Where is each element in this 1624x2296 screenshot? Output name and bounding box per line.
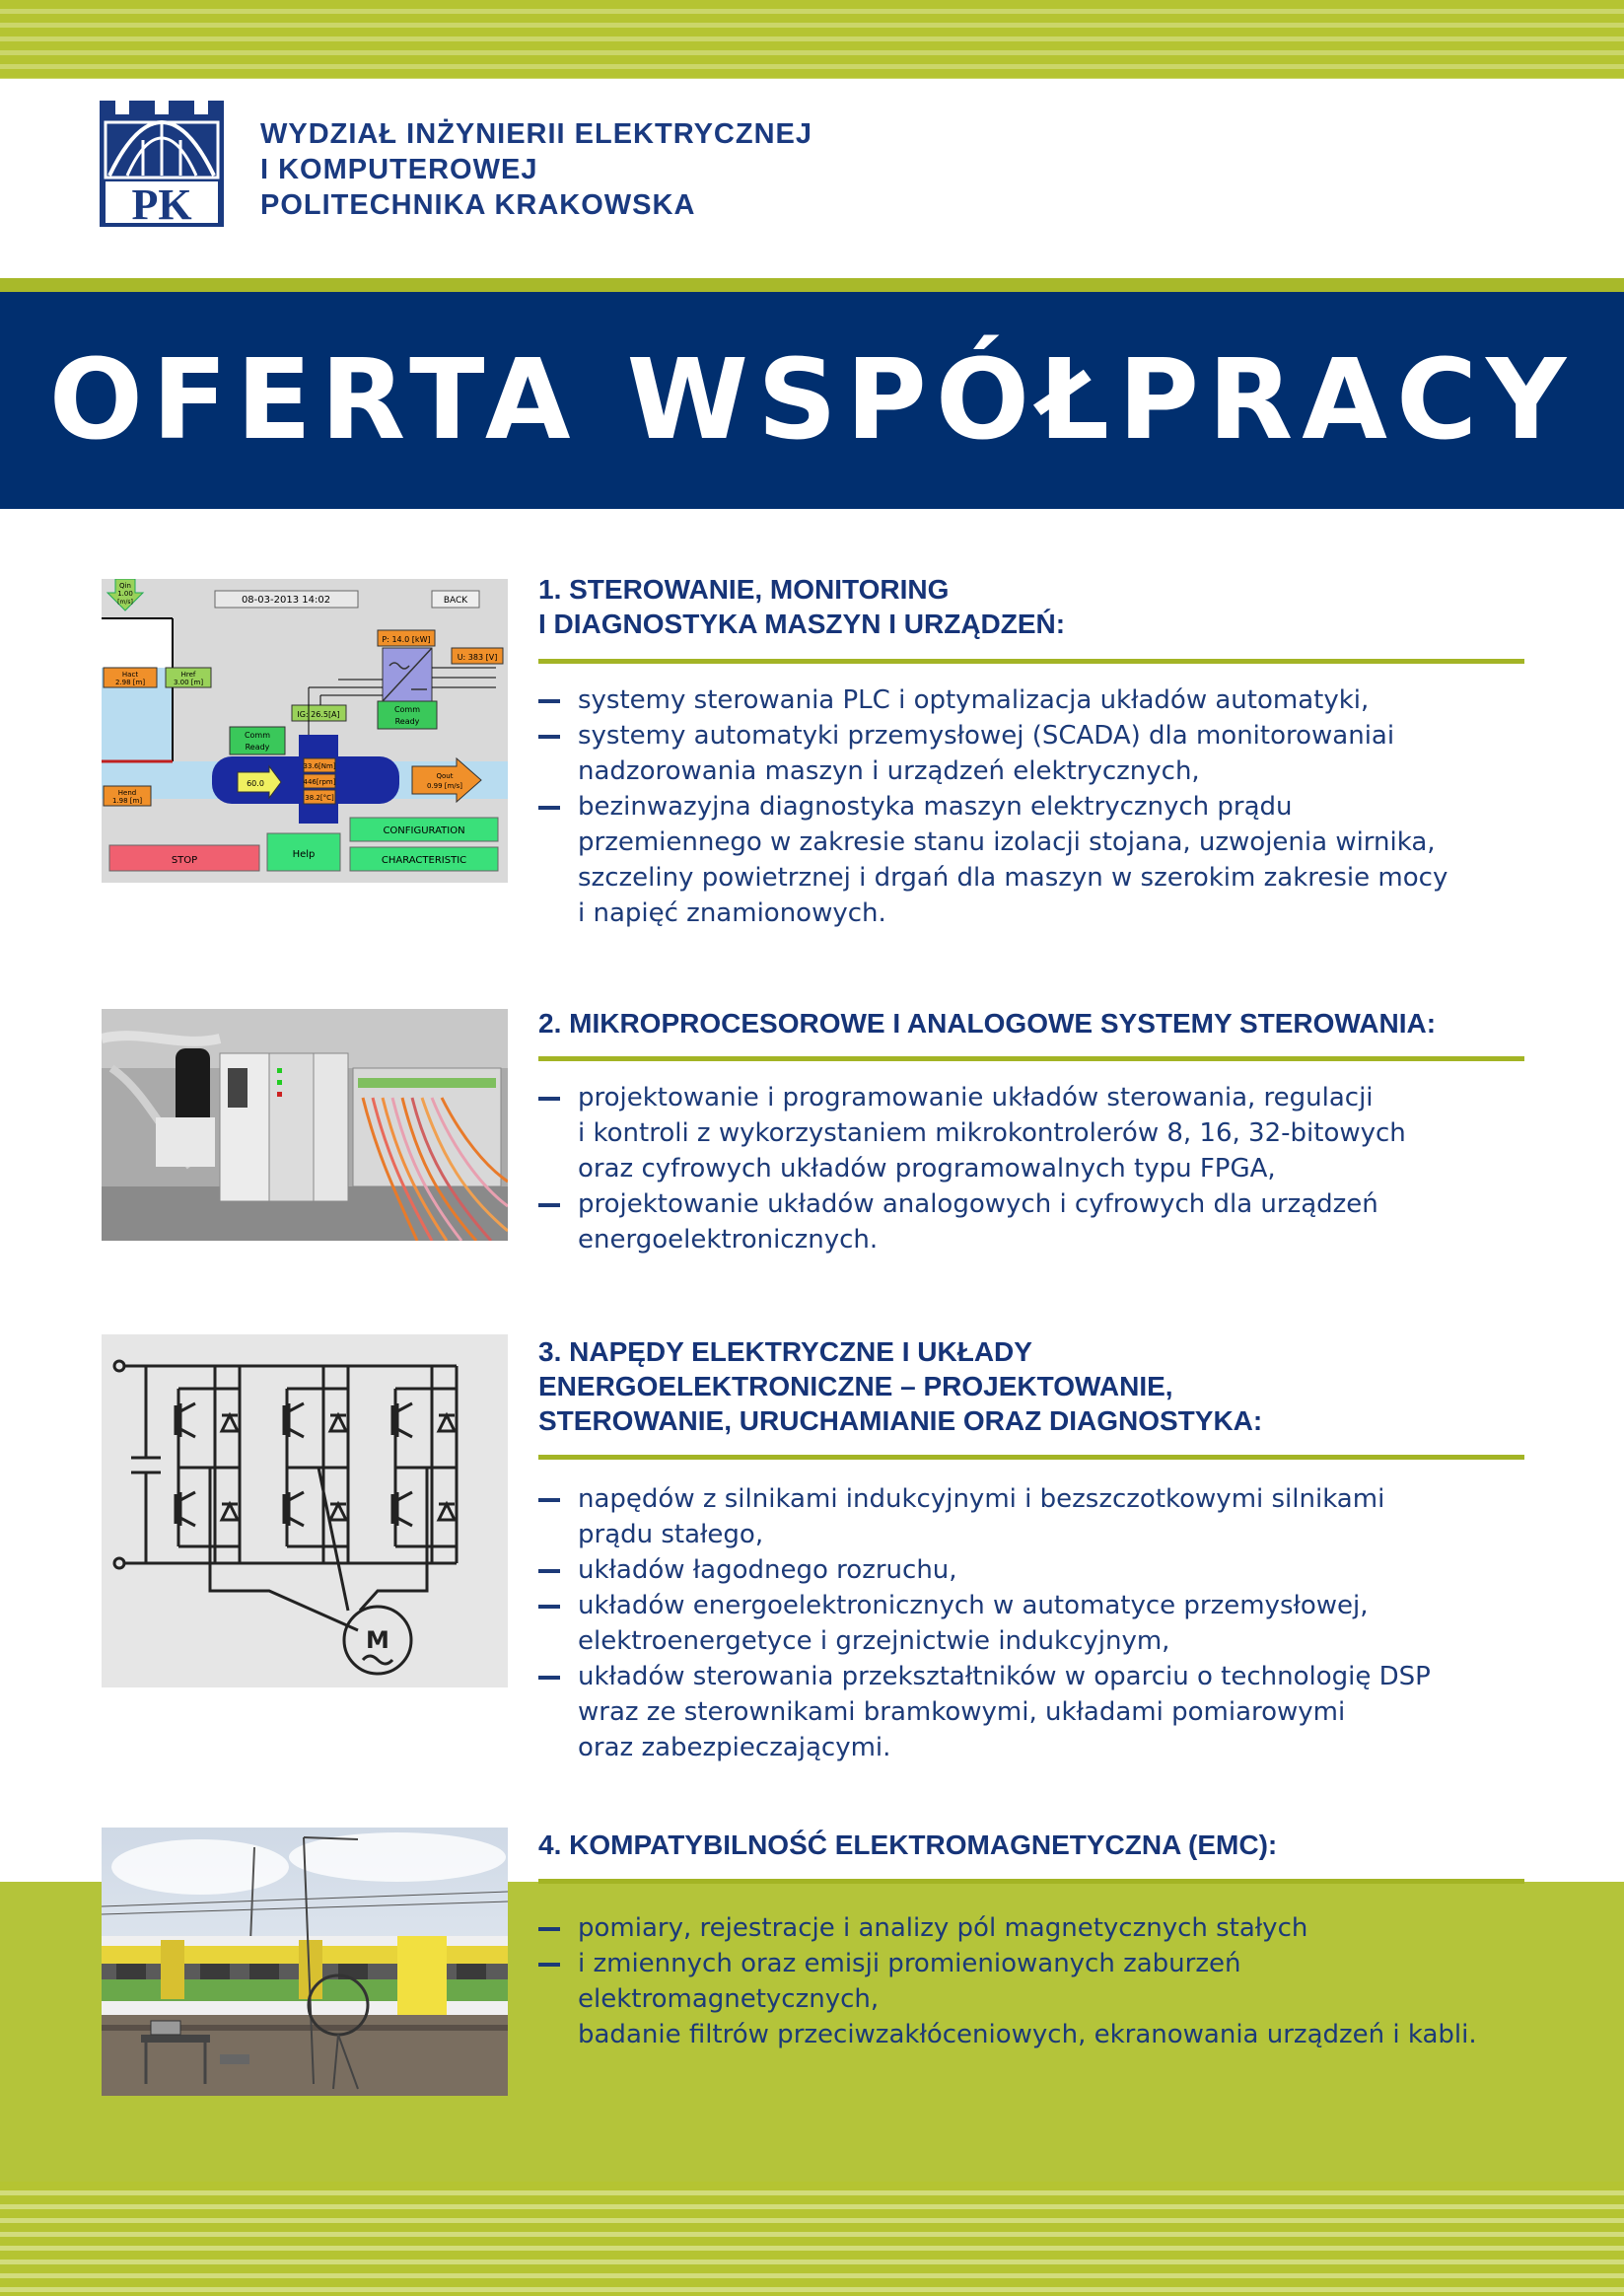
svg-text:33.6[Nm]: 33.6[Nm] [303,762,336,770]
svg-text:CHARACTERISTIC: CHARACTERISTIC [381,855,467,866]
section-4-rule [538,1879,1524,1884]
faculty-line-1: WYDZIAŁ INŻYNIERII ELEKTRYCZNEJ [260,118,812,150]
section-3-title: 3. NAPĘDY ELEKTRYCZNE I UKŁADY ENERGOELEKTRONICZNE – PROJEKTOWANIE, STEROWANIE, URUCHAMIANIE ORAZ DIAGNOSTYKA: [538,1336,1263,1436]
faculty-line-3: POLITECHNIKA KRAKOWSKA [260,189,696,221]
svg-text:38.2[°C]: 38.2[°C] [305,794,334,802]
emc-train-photo [102,1828,508,2096]
svg-text:[m/s]: [m/s] [117,599,133,606]
svg-text:60.0: 60.0 [247,779,264,788]
dash-icon [538,806,560,810]
svg-text:1.00: 1.00 [117,590,133,598]
section-2-bullets [538,1080,1406,1257]
svg-text:STOP: STOP [171,855,198,866]
dash-icon [538,1927,560,1931]
page-title: OFERTA WSPÓŁPRACY [48,336,1576,465]
svg-text:CONFIGURATION: CONFIGURATION [383,825,465,836]
list-item: napędów z silnikami indukcyjnymi i bezszczotkowymi silnikami prądu stałego, [538,1481,1431,1552]
list-item: i zmiennych oraz emisji promieniowanych zaburzeń elektromagnetycznych, badanie filtrów przeciwzakłóceniowych, ekranowania urządzeń i kabli. [538,1946,1477,2052]
section-4-title: 4. KOMPATYBILNOŚĆ ELEKTROMAGNETYCZNA (EMC): [538,1830,1278,1860]
svg-text:P: 14.0 [kW]: P: 14.0 [kW] [382,635,431,644]
list-item: pomiary, rejestracje i analizy pól magnetycznych stałych [538,1910,1477,1946]
svg-text:2.98 [m]: 2.98 [m] [114,679,146,686]
section-3-bullets [538,1481,1431,1765]
dash-icon [538,1203,560,1207]
section-3-rule [538,1455,1524,1460]
list-item: układów łagodnego rozruchu, [538,1552,1431,1588]
svg-text:Qin: Qin [119,582,131,590]
section-1-rule [538,659,1524,664]
faculty-line-2: I KOMPUTEROWEJ [260,154,538,185]
svg-text:0.99 [m/s]: 0.99 [m/s] [426,782,463,790]
svg-text:Qout: Qout [436,772,454,780]
svg-text:Comm: Comm [244,731,271,740]
svg-text:Comm: Comm [393,705,421,714]
top-stripes [0,0,1624,79]
svg-text:1.98 [m]: 1.98 [m] [111,797,143,805]
dash-icon [538,699,560,703]
dash-icon [538,1498,560,1502]
list-item: układów sterowania przekształtników w oparciu o technologię DSP wraz ze sterownikami bramkowymi, układami pomiarowymi oraz zabezpieczającymi. [538,1659,1431,1765]
svg-text:IG: 26.5[A]: IG: 26.5[A] [297,710,340,719]
dash-icon [538,1569,560,1573]
list-item: bezinwazyjna diagnostyka maszyn elektrycznych prądu przemiennego w zakresie stanu izolacji stojana, uzwojenia wirnika, szczeliny powietrznej i drgań dla maszyn w szerokim zakresie mocy i napięć znamionowych. [538,789,1447,931]
section-2-rule [538,1056,1524,1061]
svg-text:Ready: Ready [245,743,270,752]
dash-icon [538,1605,560,1609]
controller-photo [102,1009,508,1241]
dash-icon [538,1963,560,1967]
section-1-title: 1. STEROWANIE, MONITORING I DIAGNOSTYKA MASZYN I URZĄDZEŃ: [538,574,1066,639]
svg-text:3.00 [m]: 3.00 [m] [173,679,204,686]
title-banner [0,292,1624,509]
svg-text:Hact: Hact [121,671,139,679]
svg-text:Hend: Hend [117,789,137,797]
list-item: projektowanie i programowanie układów sterowania, regulacji i kontroli z wykorzystaniem mikrokontrolerów 8, 16, 32-bitowych oraz cyfrowych układów programowalnych typu FPGA, [538,1080,1406,1186]
scada-date: 08-03-2013 14:02 [241,595,331,606]
section-2-title: 2. MIKROPROCESOROWE I ANALOGOWE SYSTEMY STEROWANIA: [538,1008,1437,1039]
svg-text:U: 383 [V]: U: 383 [V] [457,653,498,662]
svg-text:446[rpm]: 446[rpm] [303,778,336,786]
dash-icon [538,1097,560,1101]
inverter-circuit-diagram [102,1334,508,1687]
header-divider [0,278,1624,292]
section-1-bullets [538,682,1447,931]
scada-screenshot [102,579,508,883]
dash-icon [538,735,560,739]
list-item: projektowanie układów analogowych i cyfrowych dla urządzeń energoelektronicznych. [538,1186,1406,1257]
logo-text: PK [131,180,192,227]
university-logo [100,101,224,227]
faculty-name [260,116,812,223]
list-item: systemy automatyki przemysłowej (SCADA) dla monitorowaniai nadzorowania maszyn i urządzeń elektrycznych, [538,718,1447,789]
dash-icon [538,1676,560,1680]
section-4-bullets [538,1910,1477,2052]
svg-text:BACK: BACK [443,596,468,606]
svg-text:Ready: Ready [394,717,420,726]
list-item: systemy sterowania PLC i optymalizacja układów automatyki, [538,682,1447,718]
svg-text:Help: Help [292,849,316,860]
svg-text:Href: Href [180,671,196,679]
list-item: układów energoelektronicznych w automatyce przemysłowej, elektroenergetyce i grzejnictwie indukcyjnym, [538,1588,1431,1659]
bottom-stripes [0,2182,1624,2296]
motor-label: M [366,1626,389,1654]
